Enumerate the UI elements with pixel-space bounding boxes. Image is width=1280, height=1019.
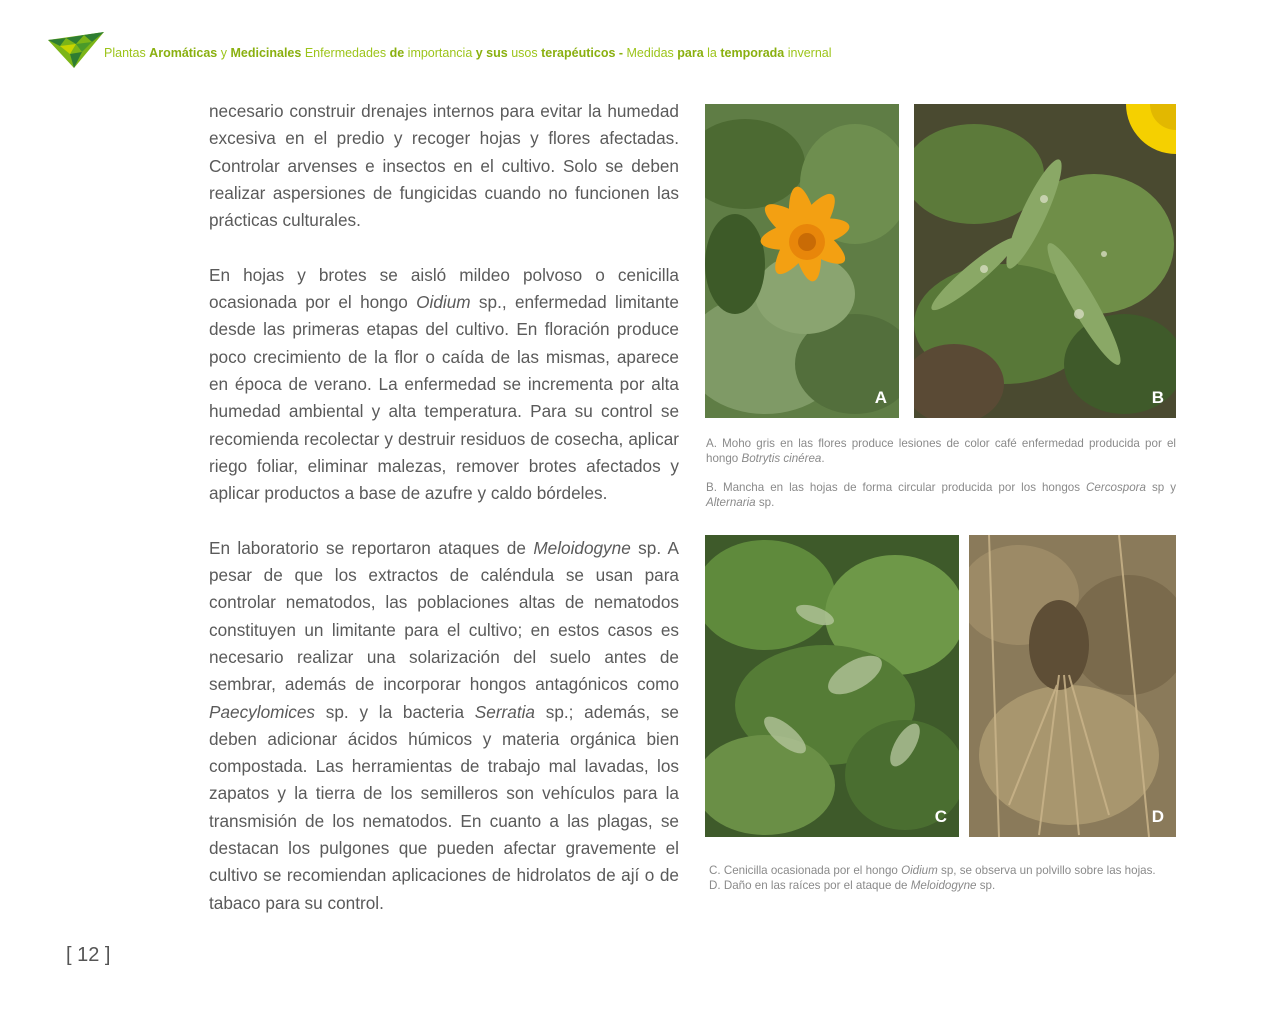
text-run: C. Cenicilla ocasionada por el hongo [709,864,902,877]
header-segment: invernal [784,46,832,60]
text-run: D. Daño en las raíces por el ataque de [709,878,911,892]
header-segment: para [677,46,704,60]
italic-term: Alternaria [706,495,756,509]
caption-line [706,437,1176,466]
caption-line [709,864,1177,879]
text-run: . [821,451,825,465]
photo-b-image [914,104,1176,418]
header-segment: y [217,46,231,60]
header-segment: Medicinales [230,46,302,60]
header-segment: temporada [720,46,785,60]
italic-term: Botrytis cinérea [741,451,822,465]
header-segment: la [703,46,721,60]
photo-c [705,535,959,837]
text-run: sp.; además, se deben adicionar ácidos húmicos y materia orgánica bien compostada. Las herramientas de trabajo mal lavadas, los zapatos y la tierra de los semilleros son vehículos para la transmisión de los nematodos. En cuanto a las plagas, se destacan los pulgones que pueden afectar gravemente el cultivo se recomiendan aplicaciones de hidrolatos de ají o de tabaco para su control. [209,701,679,913]
text-run: A. Moho gris en las flores produce lesiones de color café enfermedad producida por el hongo [706,437,1176,465]
body-text [209,98,679,944]
text-run: sp., enfermedad limitante desde las primeras etapas del cultivo. En floración produce poco crecimiento de la flor o caída de las mismas, aparece en época de verano. La enfermedad se incrementa por alta humedad ambiental y alta temperatura. Para su control se recomienda recolectar y destruir residuos de cosecha, aplicar riego foliar, eliminar malezas, remover brotes afectados y aplicar productos a base de azufre y caldo bórdeles. [209,292,679,504]
text-run: sp, se observa un polvillo sobre las hojas. [937,864,1156,877]
header-segment: importancia [404,46,476,60]
italic-term: Serratia [474,701,535,722]
text-run: sp. y la bacteria [315,701,475,722]
italic-term: Cercospora [1086,481,1146,495]
caption-top [706,437,1176,510]
italic-term: Meloidogyne [533,537,631,558]
text-run: sp. [976,878,996,892]
page-header [48,32,832,68]
header-segment: Enfermedades [301,46,390,60]
photo-a-label: A [874,388,887,407]
photo-d-image [969,535,1176,837]
text-run: sp. A pesar de que los extractos de caléndula se usan para controlar nematodos, las poblaciones altas de nematodos constituyen un limitante para el cultivo; en estos casos es necesario realizar una solarización del suelo antes de sembrar, además de incorporar hongos antagónicos como [209,537,680,695]
text-run: En laboratorio se reportaron ataques de [209,537,534,558]
italic-term: Paecylomices [209,701,316,722]
header-segment: Plantas [104,46,150,60]
photo-d [969,535,1176,837]
body-paragraph [209,98,679,234]
header-segment: de [389,46,405,60]
body-paragraph [209,262,679,508]
italic-term: Oidium [901,864,938,877]
page-number: [ 12 ] [66,944,111,966]
caption-bottom [709,864,1177,893]
logo-icon [48,32,104,68]
caption-line [709,879,1177,894]
header-segment: terapéuticos - [541,46,624,60]
text-run: sp y [1145,481,1177,495]
header-title [104,46,832,60]
header-segment: Medidas [623,46,678,60]
photo-d-label: D [1151,807,1164,826]
header-segment: y sus [475,46,508,60]
text-run: B. Mancha en las hojas de forma circular producida por los hongos [706,481,1087,495]
header-segment: Aromáticas [149,46,218,60]
caption-line [706,481,1176,510]
italic-term: Meloidogyne [910,878,977,892]
italic-term: Oidium [416,292,471,313]
text-run: sp. [755,495,775,509]
header-segment: usos [507,46,542,60]
body-paragraph [209,535,679,917]
photo-b-label: B [1151,388,1164,407]
text-run: En hojas y brotes se aisló mildeo polvoso o cenicilla ocasionada por el hongo [209,264,679,313]
photo-c-image [705,535,959,837]
photo-a-image [705,104,899,418]
photo-a [705,104,899,418]
photo-b [914,104,1176,418]
photo-c-label: C [934,807,947,826]
text-run: necesario construir drenajes internos para evitar la humedad excesiva en el predio y recoger hojas y flores afectadas. Controlar arvenses e insectos en el cultivo. Solo se deben realizar aspersiones de fungicidas cuando no funcionen las prácticas culturales. [209,101,679,231]
